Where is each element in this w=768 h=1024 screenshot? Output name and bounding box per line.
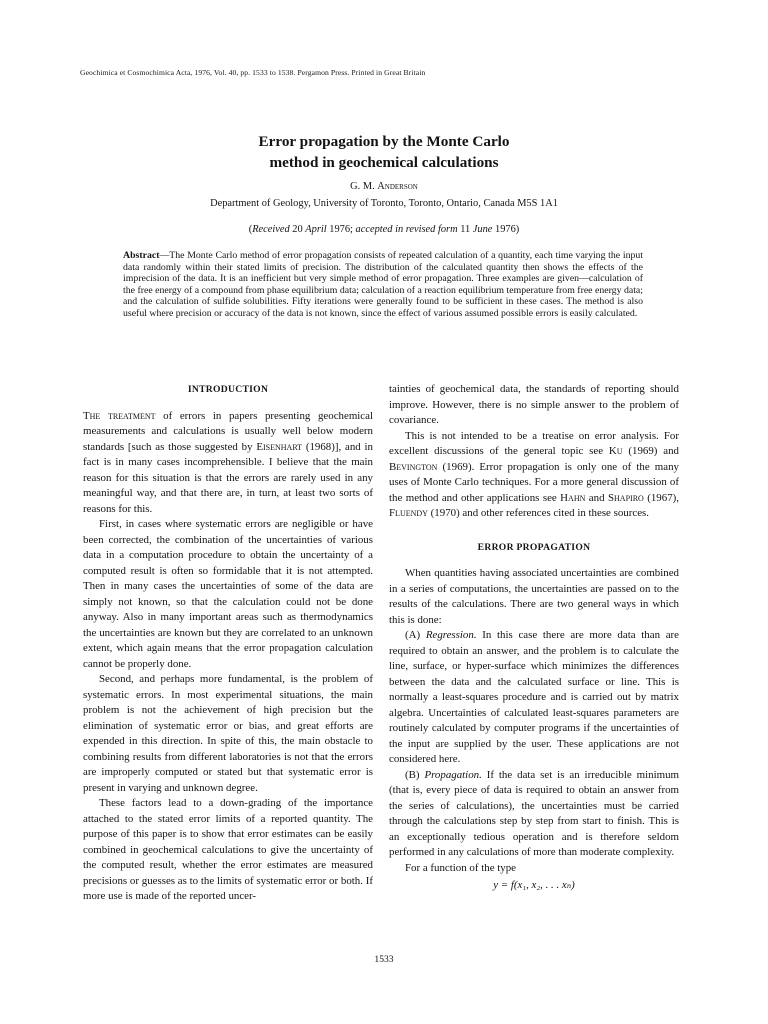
received-dates: (Received 20 April 1976; accepted in revised form 11 June 1976) (248, 224, 520, 235)
right-paragraph-2: This is not intended to be a treatise on error analysis. For excellent discussions of the general topic see Ku (1969) and Bevington (1969). Error propagation is only one of the many uses of Monte Carlo techniques. For a more general discussion of the method and other applications see Hahn and Shapiro (1967), Fluendy (1970) and other references cited in these sources. (389, 429, 679, 519)
introduction-heading: INTRODUCTION (187, 384, 269, 395)
author-affiliation: Department of Geology, University of Toronto, Toronto, Ontario, Canada M5S 1A1 (210, 198, 558, 209)
reference-eisenhart: Eisenhart (256, 440, 303, 453)
intro-paragraph-4: These factors lead to a down-grading of the importance attached to the stated error limits of a reported quantity. The purpose of this paper is to show that error estimates can be easily combined in geochemical calculations to give the uncertainty of the computed result, whether the error estimates are measured precisions or guesses as to the limits of systematic error or both. If more use is made of the reported uncer- (83, 797, 373, 902)
article-title-line-1: Error propagation by the Monte Carlo (258, 133, 510, 150)
reference-shapiro: Shapiro (607, 491, 644, 504)
intro-paragraph-3: Second, and perhaps more fundamental, is the problem of systematic errors. In most experimental situations, the main problem is not the achievement of high precision but the elimination of systematic error or bias, and great efforts are expended in this direction. In spite of this, the main obstacle to combining results from different laboratories is not that the errors are improperly computed or stated but that systematic error is present in varying and unknown degree. (83, 673, 373, 794)
journal-citation: Geochimica et Cosmochimica Acta, 1976, Vol. 40, pp. 1533 to 1538. Pergamon Press. Printed in Great Britain (80, 68, 426, 77)
right-column (389, 382, 679, 894)
intro-paragraph-2: First, in cases where systematic errors are negligible or have been corrected, the combination of the uncertainties of various data in a computation procedure to obtain the uncertainty of a computed result is often so formidable that it is not attempted. Then in many cases the uncertainties of some of the data are simply not known, so that the calculation could not be done anyway. Also in many important areas such as thermodynamics the uncertainties are known but they are correlated to an unknown extent, which again means that the error propagation calculation cannot be properly done. (83, 518, 373, 670)
left-column (83, 382, 373, 905)
reference-ku: Ku (608, 445, 623, 457)
right-paragraph-3: When quantities having associated uncertainties are combined in a series of computations, the uncertainties are passed on to the results of the calculations. There are two general ways in which this is done: (389, 567, 679, 626)
reference-fluendy: Fluendy (389, 507, 428, 519)
article-title-line-2: method in geochemical calculations (269, 154, 499, 171)
author-initials: G. M. (350, 181, 378, 192)
function-equation: y = f(x₁, x₂, . . . xₙ) (493, 879, 575, 891)
author-surname: Anderson (377, 181, 418, 192)
propagation-paragraph: (B) Propagation. If the data set is an irreducible minimum (that is, every piece of data is required to obtain an answer from the series of calculations), the uncertainties must be carried through the calculations step by step from start to finish. This is an exceptionally tedious operation and is therefore seldom performed in any calculations of more than moderate complexity. (389, 768, 679, 858)
article-title (0, 131, 768, 173)
intro-paragraph-1: The treatment of errors in papers presenting geochemical measurements and calculations is usually well below modern standards [such as those suggested by Eisenhart (1968)], and in fact is in many cases incomprehensible. I believe that the main reason for this situation is that the errors are rarely used in any meaningful way, and that there are, in turn, at least two sorts of reasons for this. (83, 409, 374, 515)
function-intro-paragraph: For a function of the type (405, 861, 516, 874)
abstract (123, 250, 643, 320)
reference-bevington: Bevington (389, 460, 438, 473)
error-propagation-heading: ERROR PROPAGATION (477, 541, 591, 553)
page-number: 1533 (374, 954, 394, 965)
abstract-label: Abstract (123, 250, 160, 261)
author-name (0, 181, 768, 192)
abstract-text: —The Monte Carlo method of error propagation consists of repeated calculation of a quantity, each time varying the input data randomly within their stated limits of precision. The distribution of the calculated quantity then shows the effects of the imprecision of the data. It is an inefficient but very simple method of error propagation. Three examples are given—calculation of the free energy of a compound from phase equilibrium data; calculation of a reaction equilibrium temperature from free energy data; and the calculation of sulfide solubilities. Fifty iterations were generally found to be sufficient in these cases. The method is also useful where precision or accuracy of the data is not known, since the effect of various assumed possible errors is easily calculated. (123, 250, 643, 319)
regression-paragraph: (A) Regression. In this case there are more data than are required to obtain an answer, and the problem is to calculate the line, surface, or hyper-surface which minimizes the differences between the data and the calculated surface or line. This is normally a least-squares procedure and is carried out by matrix algebra. Uncertainties of calculated least-squares parameters are routinely calculated by computer programs if the uncertainties of the input are supplied by the user. These applications are not considered here. (389, 629, 680, 765)
right-paragraph-1: tainties of geochemical data, the standards of reporting should improve. However, there is no simple answer to the problem of covariance. (389, 383, 679, 426)
reference-hahn: Hahn (560, 491, 586, 504)
